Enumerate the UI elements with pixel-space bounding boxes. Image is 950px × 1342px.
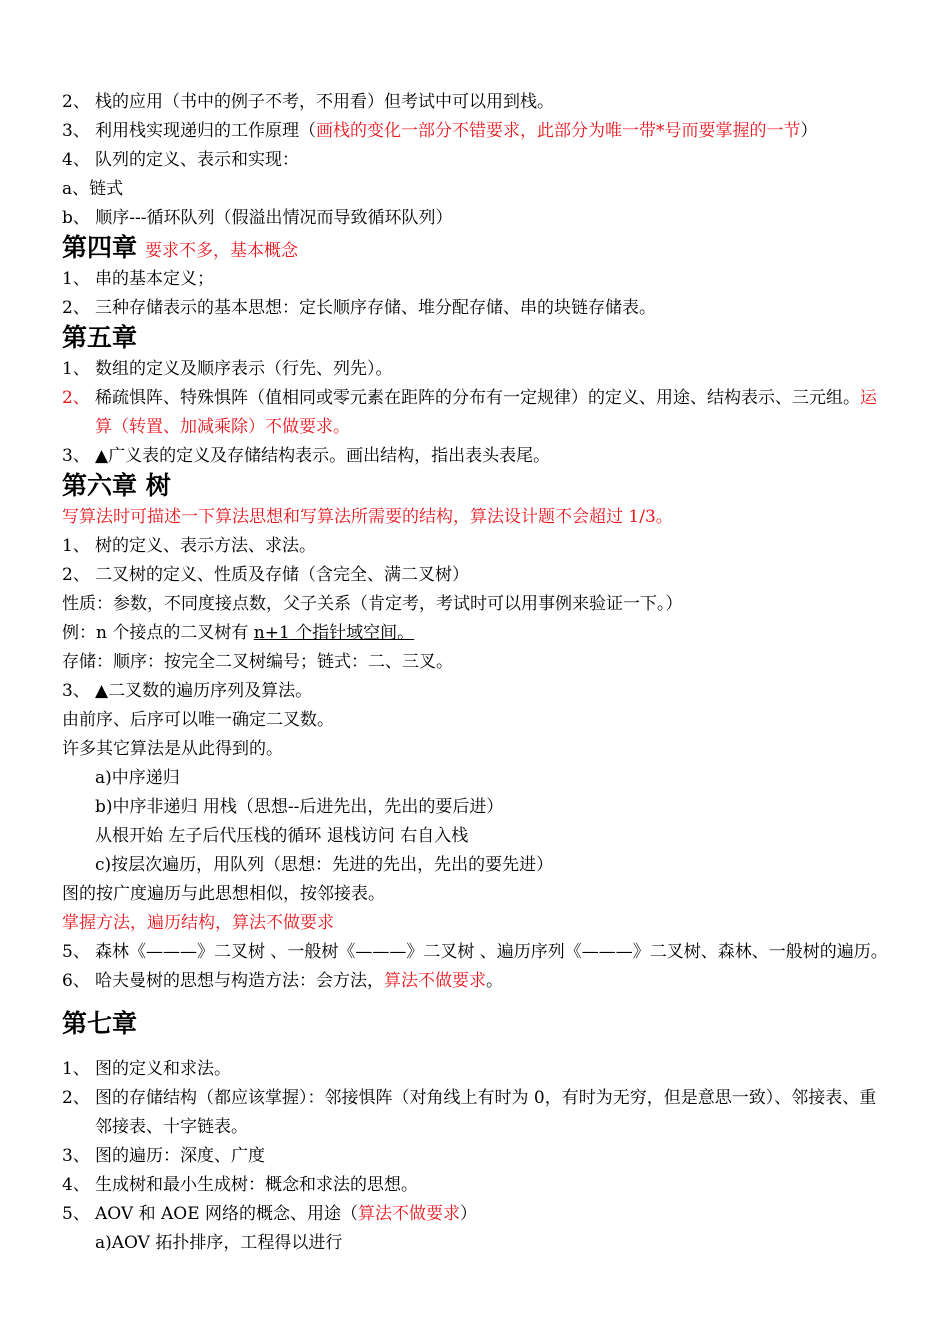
property-line: 性质：参数，不同度接点数，父子关系（肯定考，考试时可以用事例来验证一下。） bbox=[62, 594, 683, 614]
sub-item-a: a)AOV 拓扑排序，工程得以进行 bbox=[95, 1233, 343, 1253]
list-number: 3、 bbox=[62, 446, 90, 466]
list-text: 栈的应用（书中的例子不考，不用看）但考试中可以用到栈。 bbox=[95, 92, 554, 112]
list-item bbox=[62, 1200, 890, 1229]
chapter-5-heading bbox=[62, 324, 890, 355]
list-item bbox=[62, 1084, 890, 1142]
sub-item-c: c)按层次遍历，用队列（思想：先进的先出，先出的要先进） bbox=[95, 855, 554, 875]
list-item bbox=[62, 117, 890, 146]
sub-item-a: a)中序递归 bbox=[95, 768, 180, 788]
list-text: 稀疏惧阵、特殊惧阵（值相同或零元素在距阵的分布有一定规律）的定义、用途、结构表示、三元组。运算（转置、加减乘除）不做要求。 bbox=[95, 388, 877, 437]
chapter-title: 第六章 树 bbox=[62, 471, 171, 500]
chapter-7-heading bbox=[62, 1010, 890, 1041]
list-number: 6、 bbox=[62, 971, 90, 991]
chapter-title: 第七章 bbox=[62, 1009, 138, 1038]
underlined-value: n+1 bbox=[253, 623, 290, 643]
sub-item-b-detail: 从根开始 左子后代压栈的循环 退栈访问 右自入栈 bbox=[95, 826, 469, 846]
list-number: 2、 bbox=[62, 298, 90, 318]
list-number: 3、 bbox=[62, 681, 90, 701]
list-number: 3、 bbox=[62, 1146, 90, 1166]
list-item bbox=[62, 294, 890, 323]
list-item bbox=[62, 561, 890, 590]
example-line: 例：n 个接点的二叉树有 n+1 个指针域空间。 bbox=[62, 623, 415, 643]
chapter-6-intro: 写算法时可描述一下算法思想和写算法所需要的结构，算法设计题不会超过 1/3。 bbox=[62, 507, 673, 527]
list-number: 2、 bbox=[62, 92, 90, 112]
list-text: 队列的定义、表示和实现： bbox=[95, 150, 299, 170]
list-text: 图的定义和求法。 bbox=[95, 1059, 231, 1079]
list-number: 2、 bbox=[62, 388, 90, 408]
red-note: 算法不做要求 bbox=[358, 1204, 461, 1224]
list-number: 1、 bbox=[62, 536, 90, 556]
list-number: 1、 bbox=[62, 359, 90, 379]
document-page bbox=[62, 88, 890, 1258]
sub-item-a: a、链式 bbox=[62, 179, 124, 199]
chapter-title: 第五章 bbox=[62, 323, 138, 352]
list-item bbox=[62, 265, 890, 294]
list-number: 5、 bbox=[62, 942, 90, 962]
list-number: 5、 bbox=[62, 1204, 90, 1224]
list-item bbox=[62, 355, 890, 384]
list-number: 2、 bbox=[62, 1088, 90, 1108]
list-number: 1、 bbox=[62, 1059, 90, 1079]
list-text: 图的存储结构（都应该掌握）：邻接惧阵（对角线上有时为 0，有时为无穷，但是意思一致）、邻接表、重邻接表、十字链表。 bbox=[95, 1088, 877, 1137]
list-text: 树的定义、表示方法、求法。 bbox=[95, 536, 316, 556]
list-number: 4、 bbox=[62, 150, 90, 170]
list-text: ▲二叉数的遍历序列及算法。 bbox=[95, 681, 313, 701]
list-item bbox=[62, 938, 890, 967]
red-note: 运算（转置、加减乘除）不做要求。 bbox=[95, 388, 877, 437]
list-item bbox=[62, 442, 890, 471]
list-text: 生成树和最小生成树：概念和求法的思想。 bbox=[95, 1175, 418, 1195]
list-text: 哈夫曼树的思想与构造方法：会方法，算法不做要求。 bbox=[95, 971, 503, 991]
red-note: 算法不做要求 bbox=[384, 971, 486, 991]
red-note: 掌握方法，遍历结构，算法不做要求 bbox=[62, 913, 334, 933]
list-text: 串的基本定义； bbox=[95, 269, 214, 289]
list-text: 数组的定义及顺序表示（行先、列先）。 bbox=[95, 359, 393, 379]
list-item bbox=[62, 146, 890, 175]
red-note: 画栈的变化一部分不错要求，此部分为唯一带*号而要掌握的一节 bbox=[316, 121, 801, 141]
sub-item-b: b)中序非递归 用栈（思想--后进先出，先出的要后进） bbox=[95, 797, 504, 817]
list-text: 利用栈实现递归的工作原理（画栈的变化一部分不错要求，此部分为唯一带*号而要掌握的一节） bbox=[95, 121, 818, 141]
list-number: 4、 bbox=[62, 1175, 90, 1195]
list-text: 森林《———》二叉树 、一般树《———》二叉树 、遍历序列《———》二叉树、森林、一般树的遍历。 bbox=[95, 942, 888, 962]
list-number: 3、 bbox=[62, 121, 90, 141]
chapter-4-heading bbox=[62, 234, 890, 265]
list-text: 三种存储表示的基本思想：定长顺序存储、堆分配存储、串的块链存储表。 bbox=[95, 298, 656, 318]
list-text: ▲广义表的定义及存储结构表示。画出结构，指出表头表尾。 bbox=[95, 446, 551, 466]
list-text: 二叉树的定义、性质及存储（含完全、满二叉树） bbox=[95, 565, 469, 585]
list-item bbox=[62, 532, 890, 561]
list-item bbox=[62, 1171, 890, 1200]
chapter-note: 要求不多，基本概念 bbox=[145, 241, 299, 261]
list-item bbox=[62, 967, 890, 996]
list-item bbox=[62, 677, 890, 706]
list-number: 1、 bbox=[62, 269, 90, 289]
list-item bbox=[62, 384, 890, 442]
chapter-title: 第四章 bbox=[62, 233, 138, 262]
text-line: 由前序、后序可以唯一确定二叉数。 bbox=[62, 710, 334, 730]
text-line: 许多其它算法是从此得到的。 bbox=[62, 739, 283, 759]
list-text: 图的遍历：深度、广度 bbox=[95, 1146, 265, 1166]
sub-item-b: b、 顺序---循环队列（假溢出情况而导致循环队列） bbox=[62, 208, 453, 228]
list-text: AOV 和 AOE 网络的概念、用途（算法不做要求） bbox=[95, 1204, 478, 1224]
list-item bbox=[62, 88, 890, 117]
list-number: 2、 bbox=[62, 565, 90, 585]
storage-line: 存储：顺序：按完全二叉树编号；链式：二、三叉。 bbox=[62, 652, 453, 672]
list-item bbox=[62, 1142, 890, 1171]
text-line: 图的按广度遍历与此思想相似，按邻接表。 bbox=[62, 884, 385, 904]
chapter-6-heading bbox=[62, 472, 890, 503]
list-item bbox=[62, 1055, 890, 1084]
